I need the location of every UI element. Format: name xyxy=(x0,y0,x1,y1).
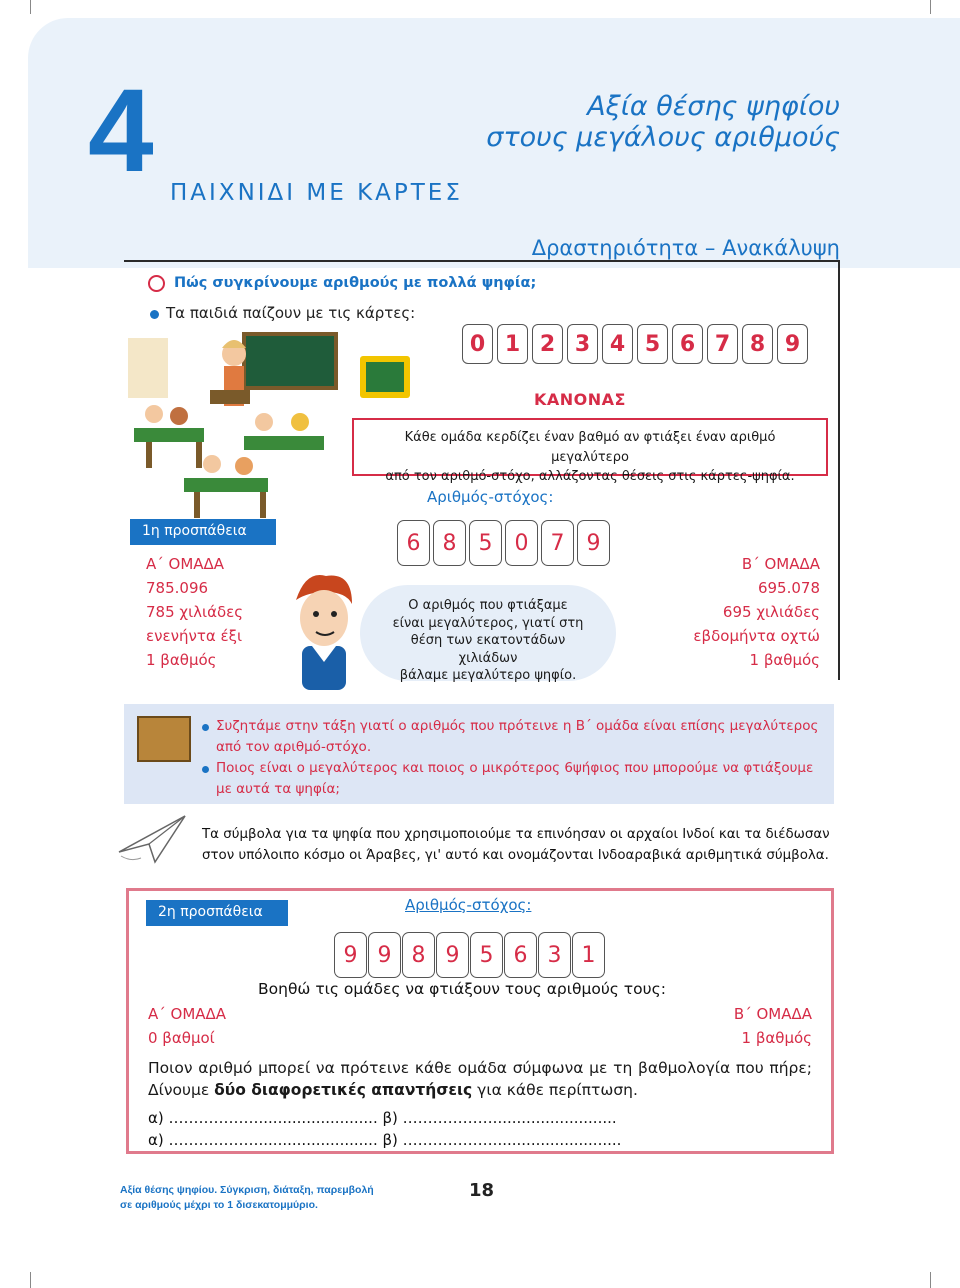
target-digit-card: 9 xyxy=(334,932,367,978)
answer-line[interactable]: α) ………………......................... β) ………………........................... xyxy=(148,1131,622,1149)
digit-cards-row xyxy=(462,324,808,364)
attempt1-team-b xyxy=(693,552,820,672)
team-b-name: Β΄ ΟΜΑΔΑ xyxy=(733,1005,812,1023)
target-digit-card: 7 xyxy=(541,520,574,566)
chapter-number: 4 xyxy=(88,65,154,197)
target-digit-card: 9 xyxy=(577,520,610,566)
crop-mark xyxy=(30,0,31,14)
page-number: 18 xyxy=(469,1180,495,1201)
discussion-item2-line2: με αυτά τα ψηφία; xyxy=(216,780,340,797)
team-a-words1: 785 χιλιάδες xyxy=(146,603,244,621)
question-bold: δύο διαφορετικές απαντήσεις xyxy=(214,1081,473,1099)
activity-tag: Δραστηριότητα – Ανακάλυψη xyxy=(531,236,840,260)
card-holder-illustration xyxy=(360,356,410,398)
target-digit-card: 8 xyxy=(402,932,435,978)
crop-mark xyxy=(930,1272,931,1288)
digit-card: 7 xyxy=(707,324,738,364)
speech-line: βάλαμε μεγαλύτερο ψηφίο. xyxy=(399,668,577,684)
digit-card: 4 xyxy=(602,324,633,364)
classroom-illustration xyxy=(124,318,342,528)
digit-card: 6 xyxy=(672,324,703,364)
team-b-words1: 695 χιλιάδες xyxy=(722,603,820,621)
crop-mark xyxy=(30,1272,31,1288)
team-b-number: 695.078 xyxy=(757,579,820,597)
rules-line2: από τον αριθμό-στόχο, αλλάζοντας θέσεις στις κάρτες-ψηφία. xyxy=(385,469,795,484)
digit-card: 0 xyxy=(462,324,493,364)
team-b-score: 1 βαθμός xyxy=(749,651,820,669)
question-part1: Ποιον αριθμό μπορεί να πρότεινε κάθε ομάδα σύμφωνα με τη βαθμολογία που πήρε; Δίνουμε xyxy=(148,1059,812,1099)
attempt2-help-text: Βοηθώ τις ομάδες να φτιάξουν τους αριθμούς τους: xyxy=(258,980,666,998)
attempt1-target-cards xyxy=(397,520,610,566)
digit-card: 3 xyxy=(567,324,598,364)
intro-question: Πώς συγκρίνουμε αριθμούς με πολλά ψηφία; xyxy=(174,275,537,291)
footer-line1: Αξία θέσης ψηφίου. Σύγκριση, διάταξη, παρεμβολή xyxy=(120,1184,374,1196)
discussion-item2-line1: Ποιος είναι ο μεγαλύτερος και ποιος ο μικρότερος 6ψήφιος που μπορούμε να φτιάξουμε xyxy=(216,759,814,776)
paper-plane-icon xyxy=(115,812,189,866)
speech-line: θέση των εκατοντάδων χιλιάδων xyxy=(410,633,566,666)
attempt1-target-label: Αριθμός-στόχος: xyxy=(427,488,554,506)
attempt1-team-a xyxy=(146,552,243,672)
attempt2-label: 2η προσπάθεια xyxy=(146,900,288,926)
team-b-words2: εβδομήντα οχτώ xyxy=(693,627,820,645)
target-digit-card: 8 xyxy=(433,520,466,566)
target-digit-card: 0 xyxy=(505,520,538,566)
crop-mark xyxy=(930,0,931,14)
question-spiral-icon xyxy=(148,275,165,292)
chapter-title-line1: Αξία θέσης ψηφίου xyxy=(587,91,840,122)
speech-line: είναι μεγαλύτερος, γιατί στη xyxy=(392,615,584,631)
discussion-text xyxy=(216,716,828,800)
footer-text xyxy=(120,1183,374,1212)
note-text xyxy=(202,824,830,867)
digit-card: 5 xyxy=(637,324,668,364)
discussion-image xyxy=(137,716,191,762)
team-b-score: 1 βαθμός xyxy=(741,1029,812,1047)
note-line2: στον υπόλοιπο κόσμο οι Άραβες, γι' αυτό και ονομάζονται Ινδοαραβικά αριθμητικά σύμβολα. xyxy=(202,848,829,864)
rules-line1: Κάθε ομάδα κερδίζει έναν βαθμό αν φτιάξει έναν αριθμό μεγαλύτερο xyxy=(404,430,776,465)
rules-box xyxy=(352,418,828,484)
intro-text: Τα παιδιά παίζουν με τις κάρτες: xyxy=(166,304,416,322)
team-a-words2: ενενήντα έξι xyxy=(146,627,243,645)
section-title: ΠΑΙΧΝΙΔΙ ΜΕ ΚΑΡΤΕΣ xyxy=(170,180,463,206)
digit-card: 8 xyxy=(742,324,773,364)
attempt1-label: 1η προσπάθεια xyxy=(130,519,276,545)
chapter-title-line2: στους μεγάλους αριθμούς xyxy=(486,122,840,153)
target-digit-card: 6 xyxy=(397,520,430,566)
target-digit-card: 1 xyxy=(572,932,605,978)
target-digit-card: 9 xyxy=(368,932,401,978)
bullet-icon xyxy=(202,724,209,731)
footer-line2: σε αριθμούς μέχρι το 1 δισεκατομμύριο. xyxy=(120,1198,318,1211)
digit-card: 1 xyxy=(497,324,528,364)
target-digit-card: 5 xyxy=(470,932,503,978)
team-a-name: Α΄ ΟΜΑΔΑ xyxy=(148,1005,227,1023)
team-a-name: Α΄ ΟΜΑΔΑ xyxy=(146,555,225,573)
divider xyxy=(124,260,840,262)
boy-illustration xyxy=(286,570,362,690)
speech-line: Ο αριθμός που φτιάξαμε xyxy=(408,598,568,613)
target-digit-card: 5 xyxy=(469,520,502,566)
note-line1: Τα σύμβολα για τα ψηφία που χρησιμοποιούμε τα επινόησαν οι αρχαίοι Ινδοί και τα διέδωσαν xyxy=(202,827,830,842)
target-digit-card: 9 xyxy=(436,932,469,978)
attempt2-team-b xyxy=(734,1002,812,1050)
team-b-name: Β΄ ΟΜΑΔΑ xyxy=(741,555,820,573)
discussion-item1-line2: από τον αριθμό-στόχο. xyxy=(216,738,372,755)
bullet-icon xyxy=(202,766,209,773)
discussion-item1-line1: Συζητάμε στην τάξη γιατί ο αριθμός που πρότεινε η Β΄ ομάδα είναι επίσης μεγαλύτερος xyxy=(216,718,819,734)
question-part2: για κάθε περίπτωση. xyxy=(472,1081,638,1099)
answer-line[interactable]: α) ………………......................... β) ……………….......................... xyxy=(148,1109,617,1127)
target-digit-card: 3 xyxy=(538,932,571,978)
team-a-score: 0 βαθμοί xyxy=(148,1029,215,1047)
digit-card: 2 xyxy=(532,324,563,364)
divider xyxy=(838,260,840,680)
attempt2-question xyxy=(148,1057,812,1101)
team-a-score: 1 βαθμός xyxy=(146,651,217,669)
team-a-number: 785.096 xyxy=(146,579,209,597)
target-digit-card: 6 xyxy=(504,932,537,978)
attempt2-team-a xyxy=(148,1002,226,1050)
speech-bubble xyxy=(360,585,616,684)
rules-title: ΚΑΝΟΝΑΣ xyxy=(534,390,626,409)
digit-card: 9 xyxy=(777,324,808,364)
attempt2-target-cards xyxy=(334,932,605,978)
attempt2-target-label: Αριθμός-στόχος: xyxy=(405,896,532,914)
